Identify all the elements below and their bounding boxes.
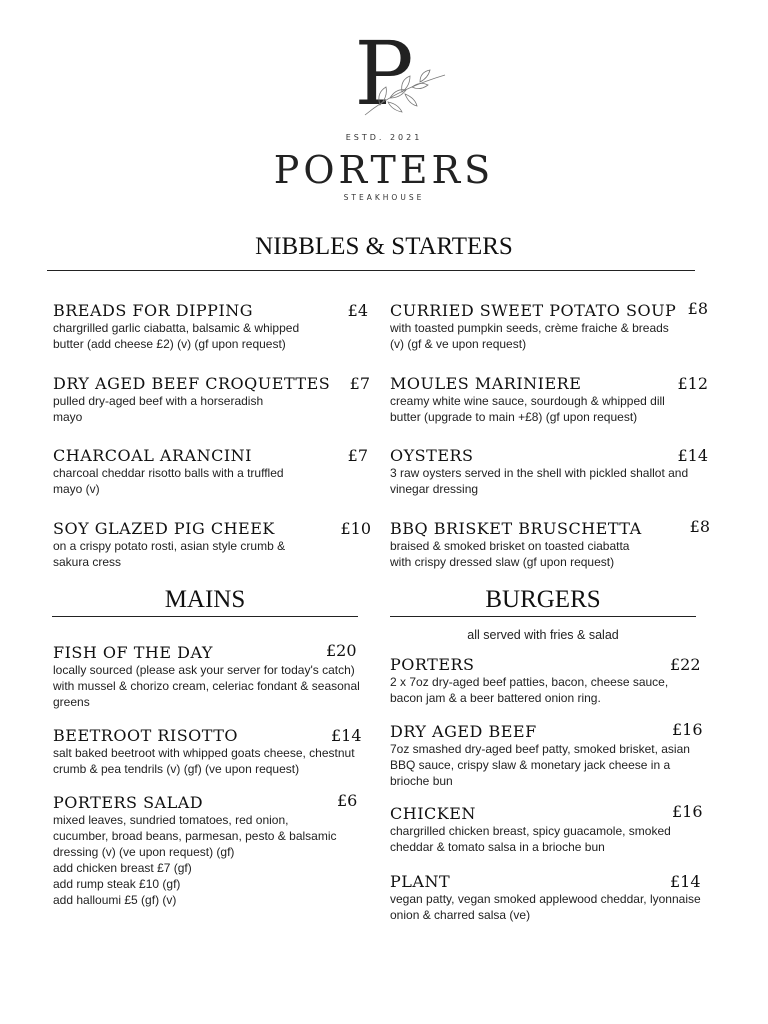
item-price: £12	[677, 374, 708, 393]
brand-name: PORTERS	[273, 148, 495, 192]
item-name: BREADS FOR DIPPING	[53, 301, 254, 320]
item-price: £22	[670, 655, 701, 674]
item-price: £14	[677, 446, 708, 465]
item-name: BBQ BRISKET BRUSCHETTA	[390, 519, 642, 538]
menu-item	[53, 301, 371, 352]
item-price: £16	[672, 802, 703, 821]
menu-item	[390, 374, 712, 425]
menu-item	[390, 804, 716, 855]
item-description: charcoal cheddar risotto balls with a truffled mayo (v)	[53, 466, 284, 496]
item-price: £16	[672, 720, 703, 739]
item-price: £4	[347, 301, 368, 320]
item-name: PORTERS	[390, 655, 475, 674]
item-price: £7	[349, 374, 370, 393]
item-price: £14	[670, 872, 701, 891]
item-description: mixed leaves, sundried tomatoes, red onion, cucumber, broad beans, parmesan, pesto & balsamic dressing (v) (ve upon request) (gf) add chicken breast £7 (gf) add rump steak £10 (gf) add halloumi £5 (gf) (v)	[53, 813, 337, 907]
item-name: BEETROOT RISOTTO	[53, 726, 239, 745]
item-description: vegan patty, vegan smoked applewood cheddar, lyonnaise onion & charred salsa (ve)	[390, 892, 701, 922]
mains-heading: MAINS	[164, 586, 246, 613]
item-name: DRY AGED BEEF CROQUETTES	[53, 374, 331, 393]
menu-item	[390, 519, 712, 570]
item-name: SOY GLAZED PIG CHEEK	[53, 519, 275, 538]
menu-item	[53, 519, 371, 570]
mains-divider	[52, 616, 358, 617]
item-description: chargrilled garlic ciabatta, balsamic & whipped butter (add cheese £2) (v) (gf upon request)	[53, 321, 300, 351]
item-name: OYSTERS	[390, 446, 474, 465]
burgers-note: all served with fries & salad	[467, 628, 619, 642]
burgers-divider	[390, 616, 696, 617]
established-label: ESTD. 2021	[345, 133, 423, 142]
item-description: pulled dry-aged beef with a horseradish mayo	[53, 394, 264, 424]
menu-item	[53, 374, 371, 425]
item-description: salt baked beetroot with whipped goats cheese, chestnut crumb & pea tendrils (v) (gf) (ve upon request)	[53, 746, 355, 776]
item-description: 7oz smashed dry-aged beef patty, smoked brisket, asian BBQ sauce, crispy slaw & monetary jack cheese in a brioche bun	[390, 742, 690, 788]
item-price: £8	[689, 517, 710, 536]
item-name: DRY AGED BEEF	[390, 722, 537, 741]
item-name: FISH OF THE DAY	[53, 643, 213, 662]
item-name: MOULES MARINIERE	[390, 374, 582, 393]
item-description: with toasted pumpkin seeds, crème fraiche & breads (v) (gf & ve upon request)	[390, 321, 669, 351]
burgers-heading: BURGERS	[485, 586, 601, 613]
item-name: CHARCOAL ARANCINI	[53, 446, 252, 465]
item-name: PORTERS SALAD	[53, 793, 204, 812]
menu-item	[390, 872, 716, 923]
item-description: 2 x 7oz dry-aged beef patties, bacon, cheese sauce, bacon jam & a beer battered onion ring.	[390, 675, 669, 705]
item-price: £7	[347, 446, 368, 465]
item-price: £14	[331, 726, 362, 745]
logo-letter: P	[354, 22, 414, 125]
starters-heading: NIBBLES & STARTERS	[255, 233, 513, 260]
menu-item	[390, 722, 716, 789]
item-name: PLANT	[390, 872, 451, 891]
menu-item	[53, 726, 375, 777]
menu-item	[390, 301, 712, 352]
item-description: braised & smoked brisket on toasted ciabatta with crispy dressed slaw (gf upon request)	[390, 539, 630, 569]
menu-item	[53, 643, 375, 710]
item-description: chargrilled chicken breast, spicy guacamole, smoked cheddar & tomato salsa in a brioche bun	[390, 824, 671, 854]
leaf-branch-icon	[360, 60, 450, 120]
item-name: CURRIED SWEET POTATO SOUP	[390, 301, 677, 320]
item-price: £6	[337, 791, 358, 810]
item-description: on a crispy potato rosti, asian style crumb & sakura cress	[53, 539, 286, 569]
item-name: CHICKEN	[390, 804, 476, 823]
item-price: £20	[326, 641, 357, 660]
menu-item	[53, 793, 375, 908]
item-description: 3 raw oysters served in the shell with pickled shallot and vinegar dressing	[390, 466, 689, 496]
item-description: creamy white wine sauce, sourdough & whipped dill butter (upgrade to main +£8) (gf upon request)	[390, 394, 665, 424]
menu-item	[53, 446, 371, 497]
item-price: £10	[340, 519, 371, 538]
menu-item	[390, 446, 712, 497]
item-price: £8	[687, 299, 708, 318]
item-description: locally sourced (please ask your server for today's catch) with mussel & chorizo cream, celeriac fondant & seasonal greens	[53, 663, 360, 709]
brand-subtitle: STEAKHOUSE	[343, 193, 425, 202]
menu-item	[390, 655, 716, 706]
starters-divider	[47, 270, 695, 271]
